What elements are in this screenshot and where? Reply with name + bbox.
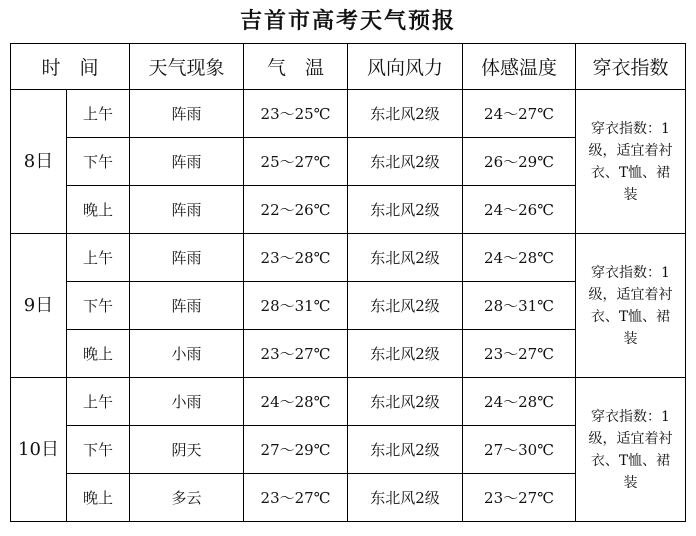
weather-cell: 小雨 — [130, 378, 244, 426]
table-row — [11, 234, 686, 282]
period-cell: 上午 — [67, 90, 130, 138]
period-cell: 下午 — [67, 138, 130, 186]
period-cell: 晚上 — [67, 330, 130, 378]
wind-cell: 东北风2级 — [348, 138, 463, 186]
temperature-cell: 25～27℃ — [244, 138, 348, 186]
feel-temperature-cell: 24～28℃ — [463, 234, 576, 282]
weather-cell: 阴天 — [130, 426, 244, 474]
forecast-table — [10, 43, 686, 522]
feel-temperature-cell: 24～26℃ — [463, 186, 576, 234]
feel-temperature-cell: 23～27℃ — [463, 330, 576, 378]
wind-cell: 东北风2级 — [348, 234, 463, 282]
dressing-index-cell: 穿衣指数：1级，适宜着衬衣、T恤、裙装 — [576, 90, 686, 234]
temperature-cell: 23～27℃ — [244, 474, 348, 522]
date-cell: 8日 — [11, 90, 67, 234]
feel-temperature-cell: 27～30℃ — [463, 426, 576, 474]
period-cell: 晚上 — [67, 186, 130, 234]
weather-cell: 阵雨 — [130, 138, 244, 186]
temperature-cell: 27～29℃ — [244, 426, 348, 474]
weather-cell: 阵雨 — [130, 234, 244, 282]
feel-temperature-cell: 28～31℃ — [463, 282, 576, 330]
period-cell: 上午 — [67, 378, 130, 426]
feel-temperature-cell: 24～28℃ — [463, 378, 576, 426]
header-dressing-index: 穿衣指数 — [576, 44, 686, 90]
header-temperature: 气 温 — [244, 44, 348, 90]
dressing-index-cell: 穿衣指数：1级，适宜着衬衣、T恤、裙装 — [576, 234, 686, 378]
temperature-cell: 23～27℃ — [244, 330, 348, 378]
dressing-index-cell: 穿衣指数：1级，适宜着衬衣、T恤、裙装 — [576, 378, 686, 522]
wind-cell: 东北风2级 — [348, 90, 463, 138]
feel-temperature-cell: 24～27℃ — [463, 90, 576, 138]
temperature-cell: 22～26℃ — [244, 186, 348, 234]
weather-cell: 阵雨 — [130, 90, 244, 138]
table-row — [11, 378, 686, 426]
temperature-cell: 24～28℃ — [244, 378, 348, 426]
wind-cell: 东北风2级 — [348, 330, 463, 378]
weather-cell: 阵雨 — [130, 186, 244, 234]
date-cell: 10日 — [11, 378, 67, 522]
temperature-cell: 23～25℃ — [244, 90, 348, 138]
wind-cell: 东北风2级 — [348, 186, 463, 234]
temperature-cell: 28～31℃ — [244, 282, 348, 330]
header-wind: 风向风力 — [348, 44, 463, 90]
wind-cell: 东北风2级 — [348, 282, 463, 330]
period-cell: 晚上 — [67, 474, 130, 522]
header-row — [11, 44, 686, 90]
header-feel-temperature: 体感温度 — [463, 44, 576, 90]
wind-cell: 东北风2级 — [348, 426, 463, 474]
header-time: 时 间 — [11, 44, 130, 90]
wind-cell: 东北风2级 — [348, 474, 463, 522]
wind-cell: 东北风2级 — [348, 378, 463, 426]
temperature-cell: 23～28℃ — [244, 234, 348, 282]
period-cell: 下午 — [67, 426, 130, 474]
feel-temperature-cell: 26～29℃ — [463, 138, 576, 186]
table-row — [11, 90, 686, 138]
header-weather: 天气现象 — [130, 44, 244, 90]
weather-cell: 小雨 — [130, 330, 244, 378]
feel-temperature-cell: 23～27℃ — [463, 474, 576, 522]
period-cell: 下午 — [67, 282, 130, 330]
weather-cell: 多云 — [130, 474, 244, 522]
period-cell: 上午 — [67, 234, 130, 282]
date-cell: 9日 — [11, 234, 67, 378]
weather-cell: 阵雨 — [130, 282, 244, 330]
page-title: 吉首市高考天气预报 — [239, 8, 456, 34]
